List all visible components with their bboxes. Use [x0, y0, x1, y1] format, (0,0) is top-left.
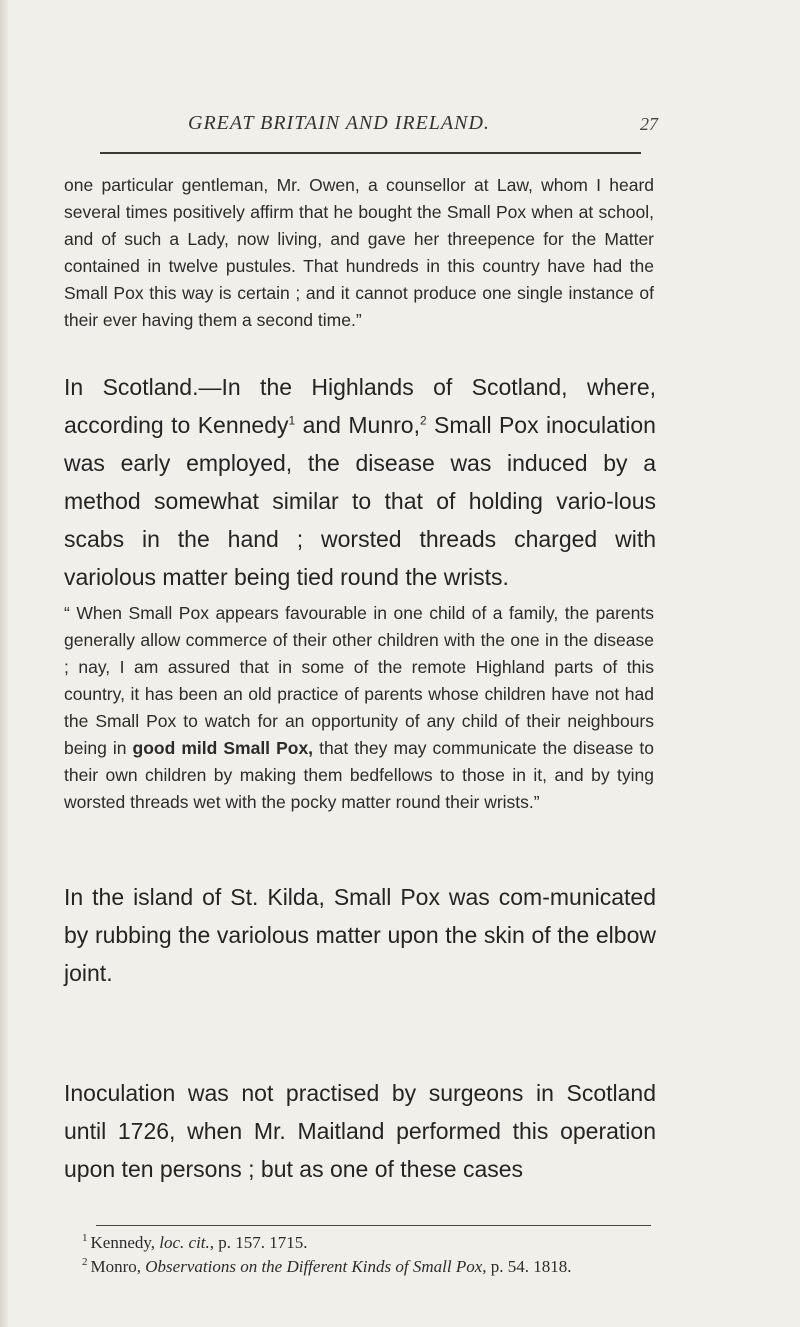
page-number: 27 [640, 114, 658, 134]
paragraph-maitland: Inoculation was not practised by surgeons in Scotland until 1726, when Mr. Maitland performed this operation upon ten persons ; but as one of these cases [64, 1080, 656, 1182]
footnote-ref-1: 1 [288, 413, 296, 428]
footnote-rule [96, 1225, 651, 1226]
footnote-1: $^1$ Kennedy, loc. cit., p. 157. 1715. [82, 1232, 308, 1252]
footnote-2: $^2$ Monro, Observations on the Different Kinds of Small Pox, p. 54. 1818. [82, 1256, 572, 1276]
header-rule [100, 152, 641, 154]
page-edge-shadow [0, 0, 8, 1327]
paragraph-highland-quote: “ When Small Pox appears favourable in one child of a family, the parents generally allow commerce of their other children with the one in the disease ; nay, I am assured that in some of the remote Highland parts of this country, it has been an old practice of parents whose children have not had the Small Pox to watch for an opportunity of any child of their neighbours being in good mild Small Pox, that they may communicate the disease to their own children by making them bedfellows to those in it, and by tying worsted threads wet with the pocky matter round their wrists.” [64, 603, 654, 812]
paragraph-st-kilda: In the island of St. Kilda, Small Pox was com-municated by rubbing the variolous matter upon the skin of the elbow joint. [64, 884, 656, 986]
paragraph-scotland: In Scotland.—In the Highlands of Scotland, where, according to Kennedy$^1$ and Munro,$^2$ Small Pox inoculation was early employed, the disease was induced by a method somewhat similar to that of holding vario-lous scabs in the hand ; worsted threads charged with variolous matter being tied round the wrists. [64, 374, 657, 590]
paragraph-owen-quote: one particular gentleman, Mr. Owen, a counsellor at Law, whom I heard several times positively affirm that he bought the Small Pox when at school, and of such a Lady, now living, and gave her threepence for the Matter contained in twelve pustules. That hundreds in this country have had the Small Pox this way is certain ; and it cannot produce one single instance of their ever having them a second time.” [64, 175, 654, 330]
running-header: GREAT BRITAIN AND IRELAND. [188, 112, 490, 134]
footnote-ref-2: 2 [419, 413, 427, 428]
bold-phrase: good mild Small Pox, [132, 738, 314, 758]
section-heading-scotland: In Scotland. [64, 374, 199, 400]
